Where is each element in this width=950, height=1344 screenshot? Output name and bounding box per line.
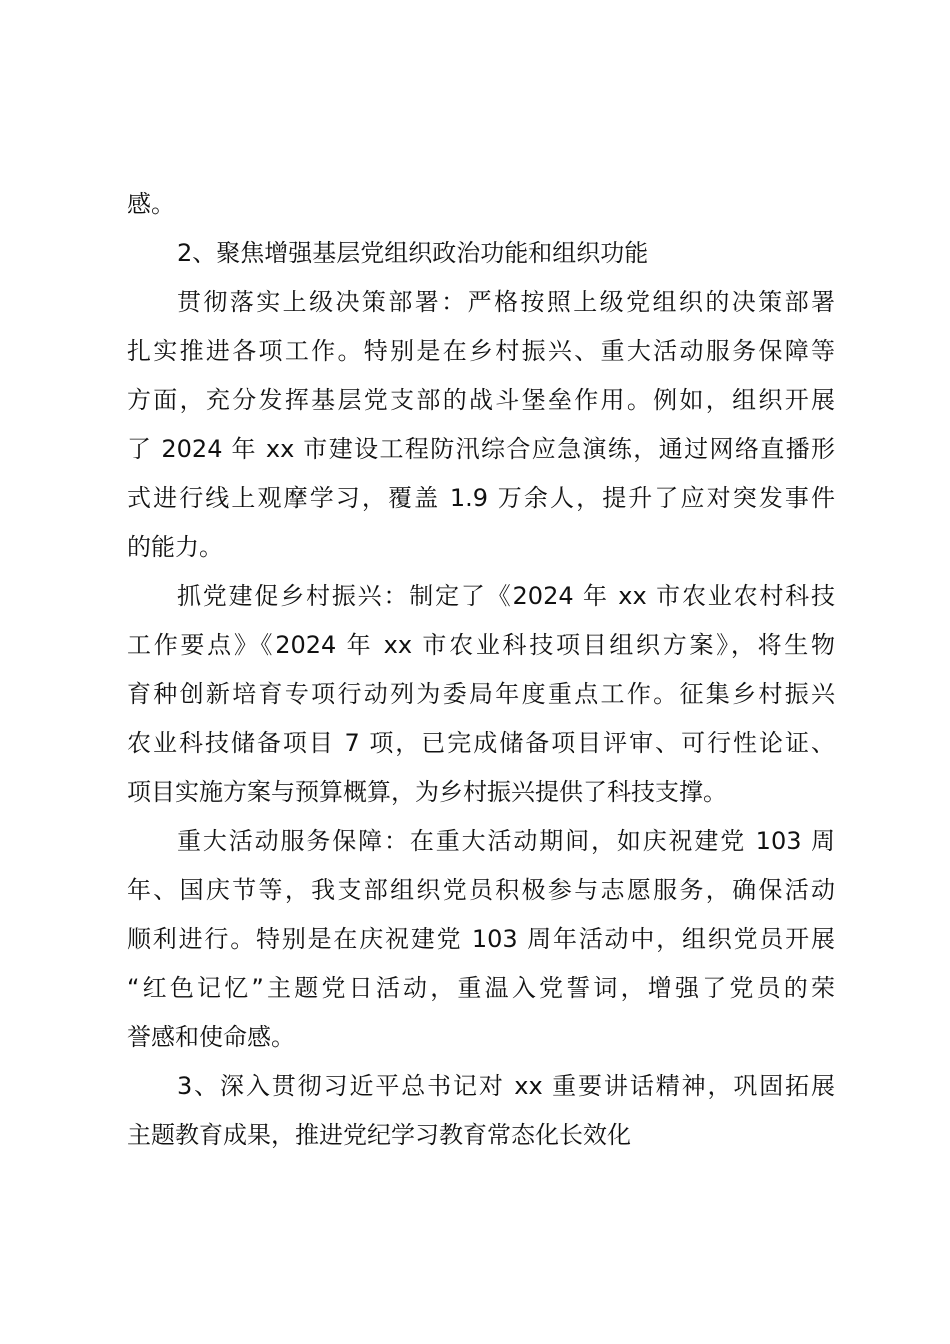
paragraph-line: 的能力。 [127, 533, 223, 561]
paragraph-line: 年、国庆节等，我支部组织党员积极参与志愿服务，确保活动 [127, 876, 835, 904]
paragraph-line: “红色记忆”主题党日活动，重温入党誓词，增强了党员的荣 [127, 974, 835, 1002]
section-heading: 2、聚焦增强基层党组织政治功能和组织功能 [177, 239, 649, 267]
text-line: 感。 [127, 190, 175, 218]
paragraph-line: 誉感和使命感。 [127, 1023, 295, 1051]
section-heading: 主题教育成果，推进党纪学习教育常态化长效化 [127, 1121, 631, 1149]
paragraph-line: 扎实推进各项工作。特别是在乡村振兴、重大活动服务保障等 [127, 337, 835, 365]
paragraph-line: 工作要点》《2024 年 xx 市农业科技项目组织方案》，将生物 [127, 631, 835, 659]
section-heading: 3、深入贯彻习近平总书记对 xx 重要讲话精神，巩固拓展 [177, 1072, 835, 1100]
paragraph-line: 了 2024 年 xx 市建设工程防汛综合应急演练，通过网络直播形 [127, 435, 835, 463]
paragraph-line: 育种创新培育专项行动列为委局年度重点工作。征集乡村振兴 [127, 680, 835, 708]
paragraph-line: 农业科技储备项目 7 项，已完成储备项目评审、可行性论证、 [127, 729, 835, 757]
paragraph-line: 式进行线上观摩学习，覆盖 1.9 万余人，提升了应对突发事件 [127, 484, 835, 512]
paragraph-line: 重大活动服务保障：在重大活动期间，如庆祝建党 103 周 [177, 827, 835, 855]
paragraph-line: 方面，充分发挥基层党支部的战斗堡垒作用。例如，组织开展 [127, 386, 835, 414]
document-body [127, 180, 835, 1160]
paragraph-line: 顺利进行。特别是在庆祝建党 103 周年活动中，组织党员开展 [127, 925, 835, 953]
paragraph-line: 抓党建促乡村振兴：制定了《2024 年 xx 市农业农村科技 [177, 582, 835, 610]
paragraph-line: 项目实施方案与预算概算，为乡村振兴提供了科技支撑。 [127, 778, 727, 806]
paragraph-line: 贯彻落实上级决策部署：严格按照上级党组织的决策部署 [177, 288, 835, 316]
